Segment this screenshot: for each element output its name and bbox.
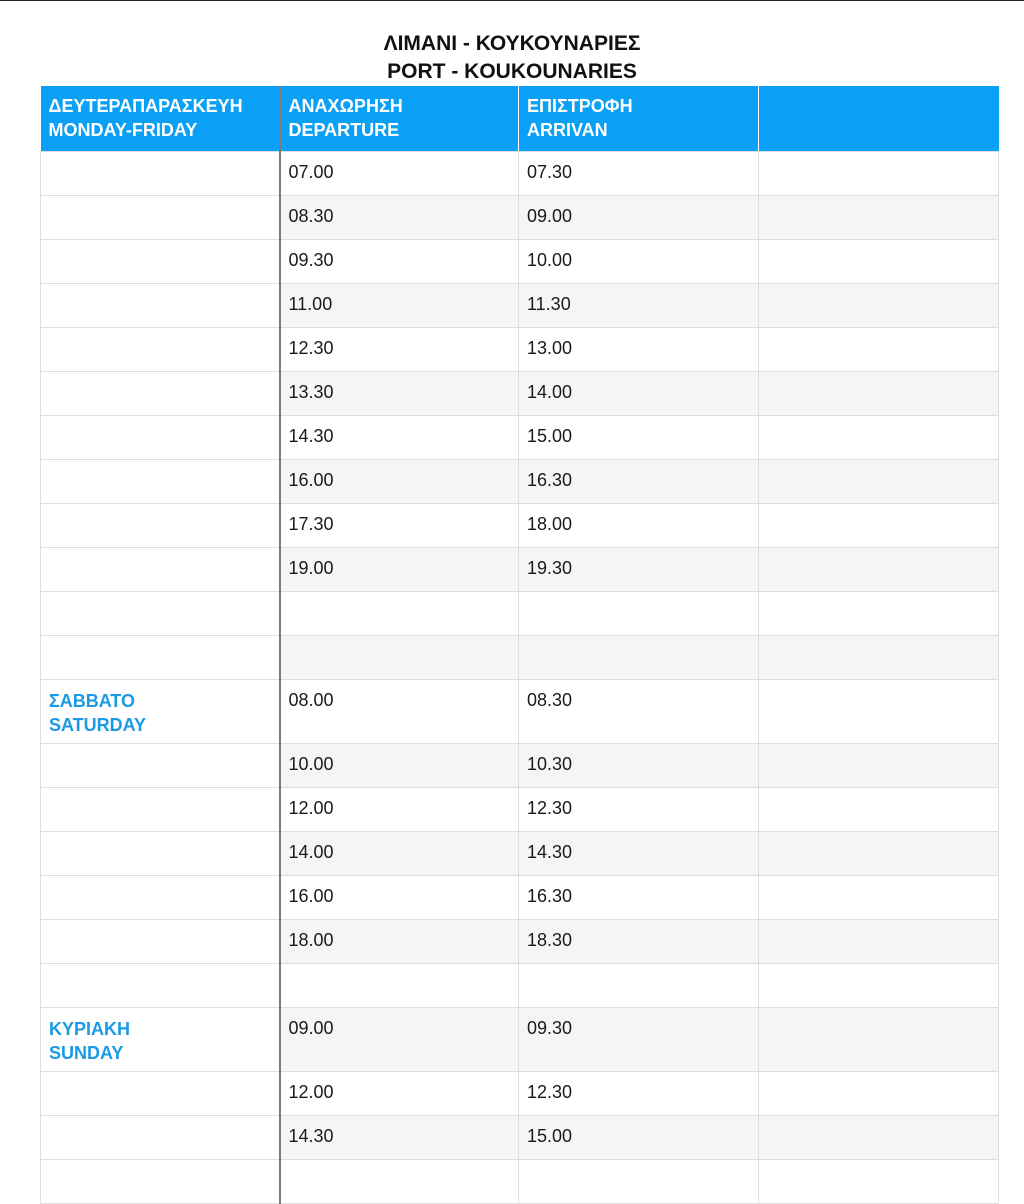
departure-cell bbox=[280, 964, 519, 1008]
table-row bbox=[41, 328, 999, 372]
extra-cell bbox=[759, 504, 999, 548]
header-day-greek: ΔΕΥΤΕΡΑΠΑΡΑΣΚΕΥΗ bbox=[48, 96, 243, 116]
extra-cell bbox=[759, 372, 999, 416]
table-row bbox=[41, 920, 999, 964]
extra-cell bbox=[759, 1160, 999, 1204]
day-cell bbox=[41, 372, 280, 416]
arrival-cell: 09.30 bbox=[519, 1008, 759, 1072]
extra-cell bbox=[759, 1008, 999, 1072]
departure-cell: 12.00 bbox=[280, 1072, 519, 1116]
day-cell bbox=[41, 592, 280, 636]
title-english: PORT - KOUKOUNARIES bbox=[387, 60, 637, 83]
header-day bbox=[41, 86, 280, 152]
table-row bbox=[41, 832, 999, 876]
departure-cell: 08.30 bbox=[280, 196, 519, 240]
day-cell bbox=[41, 152, 280, 196]
departure-cell bbox=[280, 592, 519, 636]
day-cell bbox=[41, 504, 280, 548]
page-title bbox=[0, 30, 1024, 86]
table-row bbox=[41, 788, 999, 832]
extra-cell bbox=[759, 460, 999, 504]
arrival-cell bbox=[519, 592, 759, 636]
departure-cell: 19.00 bbox=[280, 548, 519, 592]
table-row bbox=[41, 372, 999, 416]
departure-cell: 09.30 bbox=[280, 240, 519, 284]
day-cell bbox=[41, 1116, 280, 1160]
arrival-cell: 08.30 bbox=[519, 680, 759, 744]
day-label-english: SATURDAY bbox=[49, 715, 147, 735]
table-row bbox=[41, 548, 999, 592]
extra-cell bbox=[759, 196, 999, 240]
header-departure bbox=[280, 86, 519, 152]
table-row bbox=[41, 1008, 999, 1072]
day-cell bbox=[41, 196, 280, 240]
table-row bbox=[41, 876, 999, 920]
extra-cell bbox=[759, 240, 999, 284]
day-cell bbox=[41, 832, 280, 876]
table-row bbox=[41, 196, 999, 240]
extra-cell bbox=[759, 548, 999, 592]
table-row bbox=[41, 636, 999, 680]
day-cell bbox=[41, 548, 280, 592]
day-cell bbox=[41, 1008, 280, 1072]
departure-cell: 16.00 bbox=[280, 460, 519, 504]
departure-cell: 16.00 bbox=[280, 876, 519, 920]
arrival-cell bbox=[519, 964, 759, 1008]
extra-cell bbox=[759, 416, 999, 460]
extra-cell bbox=[759, 876, 999, 920]
header-extra bbox=[759, 86, 999, 152]
table-row bbox=[41, 592, 999, 636]
day-cell bbox=[41, 788, 280, 832]
arrival-cell: 14.30 bbox=[519, 832, 759, 876]
day-cell bbox=[41, 1072, 280, 1116]
header-return bbox=[519, 86, 759, 152]
extra-cell bbox=[759, 744, 999, 788]
day-cell bbox=[41, 920, 280, 964]
arrival-cell: 15.00 bbox=[519, 1116, 759, 1160]
table-row bbox=[41, 964, 999, 1008]
timetable bbox=[40, 86, 999, 1204]
day-label-english: SUNDAY bbox=[49, 1043, 124, 1063]
arrival-cell: 07.30 bbox=[519, 152, 759, 196]
extra-cell bbox=[759, 152, 999, 196]
arrival-cell: 12.30 bbox=[519, 788, 759, 832]
departure-cell: 14.30 bbox=[280, 1116, 519, 1160]
extra-cell bbox=[759, 1072, 999, 1116]
day-cell bbox=[41, 636, 280, 680]
departure-cell: 10.00 bbox=[280, 744, 519, 788]
departure-cell: 12.00 bbox=[280, 788, 519, 832]
table-row bbox=[41, 680, 999, 744]
table-header-row bbox=[41, 86, 999, 152]
table-row bbox=[41, 1116, 999, 1160]
header-day-english: MONDAY-FRIDAY bbox=[48, 120, 198, 140]
departure-cell: 08.00 bbox=[280, 680, 519, 744]
departure-cell: 11.00 bbox=[280, 284, 519, 328]
arrival-cell: 12.30 bbox=[519, 1072, 759, 1116]
departure-cell: 09.00 bbox=[280, 1008, 519, 1072]
extra-cell bbox=[759, 920, 999, 964]
extra-cell bbox=[759, 592, 999, 636]
arrival-cell: 09.00 bbox=[519, 196, 759, 240]
day-cell bbox=[41, 744, 280, 788]
extra-cell bbox=[759, 284, 999, 328]
arrival-cell: 14.00 bbox=[519, 372, 759, 416]
timetable-body bbox=[41, 152, 999, 1204]
departure-cell: 12.30 bbox=[280, 328, 519, 372]
day-cell bbox=[41, 964, 280, 1008]
arrival-cell: 11.30 bbox=[519, 284, 759, 328]
departure-cell: 14.30 bbox=[280, 416, 519, 460]
day-cell bbox=[41, 240, 280, 284]
arrival-cell: 19.30 bbox=[519, 548, 759, 592]
arrival-cell: 10.30 bbox=[519, 744, 759, 788]
table-row bbox=[41, 240, 999, 284]
arrival-cell: 16.30 bbox=[519, 460, 759, 504]
table-row bbox=[41, 460, 999, 504]
day-cell bbox=[41, 1160, 280, 1204]
table-row bbox=[41, 744, 999, 788]
departure-cell: 13.30 bbox=[280, 372, 519, 416]
table-row bbox=[41, 1160, 999, 1204]
header-return-greek: ΕΠΙΣΤΡΟΦΗ bbox=[527, 96, 633, 116]
day-label-greek: ΚΥΡΙΑΚΗ bbox=[49, 1019, 131, 1039]
header-departure-greek: ΑΝΑΧΩΡΗΣΗ bbox=[288, 96, 403, 116]
arrival-cell: 10.00 bbox=[519, 240, 759, 284]
title-greek: ΛΙΜΑΝΙ - ΚΟΥΚΟΥΝΑΡΙΕΣ bbox=[383, 32, 641, 55]
departure-cell: 07.00 bbox=[280, 152, 519, 196]
arrival-cell bbox=[519, 1160, 759, 1204]
day-cell bbox=[41, 328, 280, 372]
day-cell bbox=[41, 876, 280, 920]
extra-cell bbox=[759, 788, 999, 832]
day-cell bbox=[41, 284, 280, 328]
day-cell bbox=[41, 680, 280, 744]
top-divider bbox=[0, 0, 1024, 1]
arrival-cell: 13.00 bbox=[519, 328, 759, 372]
table-row bbox=[41, 416, 999, 460]
arrival-cell bbox=[519, 636, 759, 680]
table-row bbox=[41, 1072, 999, 1116]
arrival-cell: 18.30 bbox=[519, 920, 759, 964]
arrival-cell: 15.00 bbox=[519, 416, 759, 460]
arrival-cell: 16.30 bbox=[519, 876, 759, 920]
extra-cell bbox=[759, 1116, 999, 1160]
table-row bbox=[41, 152, 999, 196]
header-departure-english: DEPARTURE bbox=[288, 120, 400, 140]
table-row bbox=[41, 504, 999, 548]
arrival-cell: 18.00 bbox=[519, 504, 759, 548]
departure-cell: 18.00 bbox=[280, 920, 519, 964]
header-return-english: ARRIVAN bbox=[527, 120, 608, 140]
departure-cell bbox=[280, 636, 519, 680]
day-cell bbox=[41, 460, 280, 504]
extra-cell bbox=[759, 832, 999, 876]
extra-cell bbox=[759, 964, 999, 1008]
extra-cell bbox=[759, 328, 999, 372]
extra-cell bbox=[759, 680, 999, 744]
day-label-greek: ΣΑΒΒΑΤΟ bbox=[49, 691, 135, 711]
departure-cell: 17.30 bbox=[280, 504, 519, 548]
departure-cell bbox=[280, 1160, 519, 1204]
table-row bbox=[41, 284, 999, 328]
day-cell bbox=[41, 416, 280, 460]
departure-cell: 14.00 bbox=[280, 832, 519, 876]
extra-cell bbox=[759, 636, 999, 680]
